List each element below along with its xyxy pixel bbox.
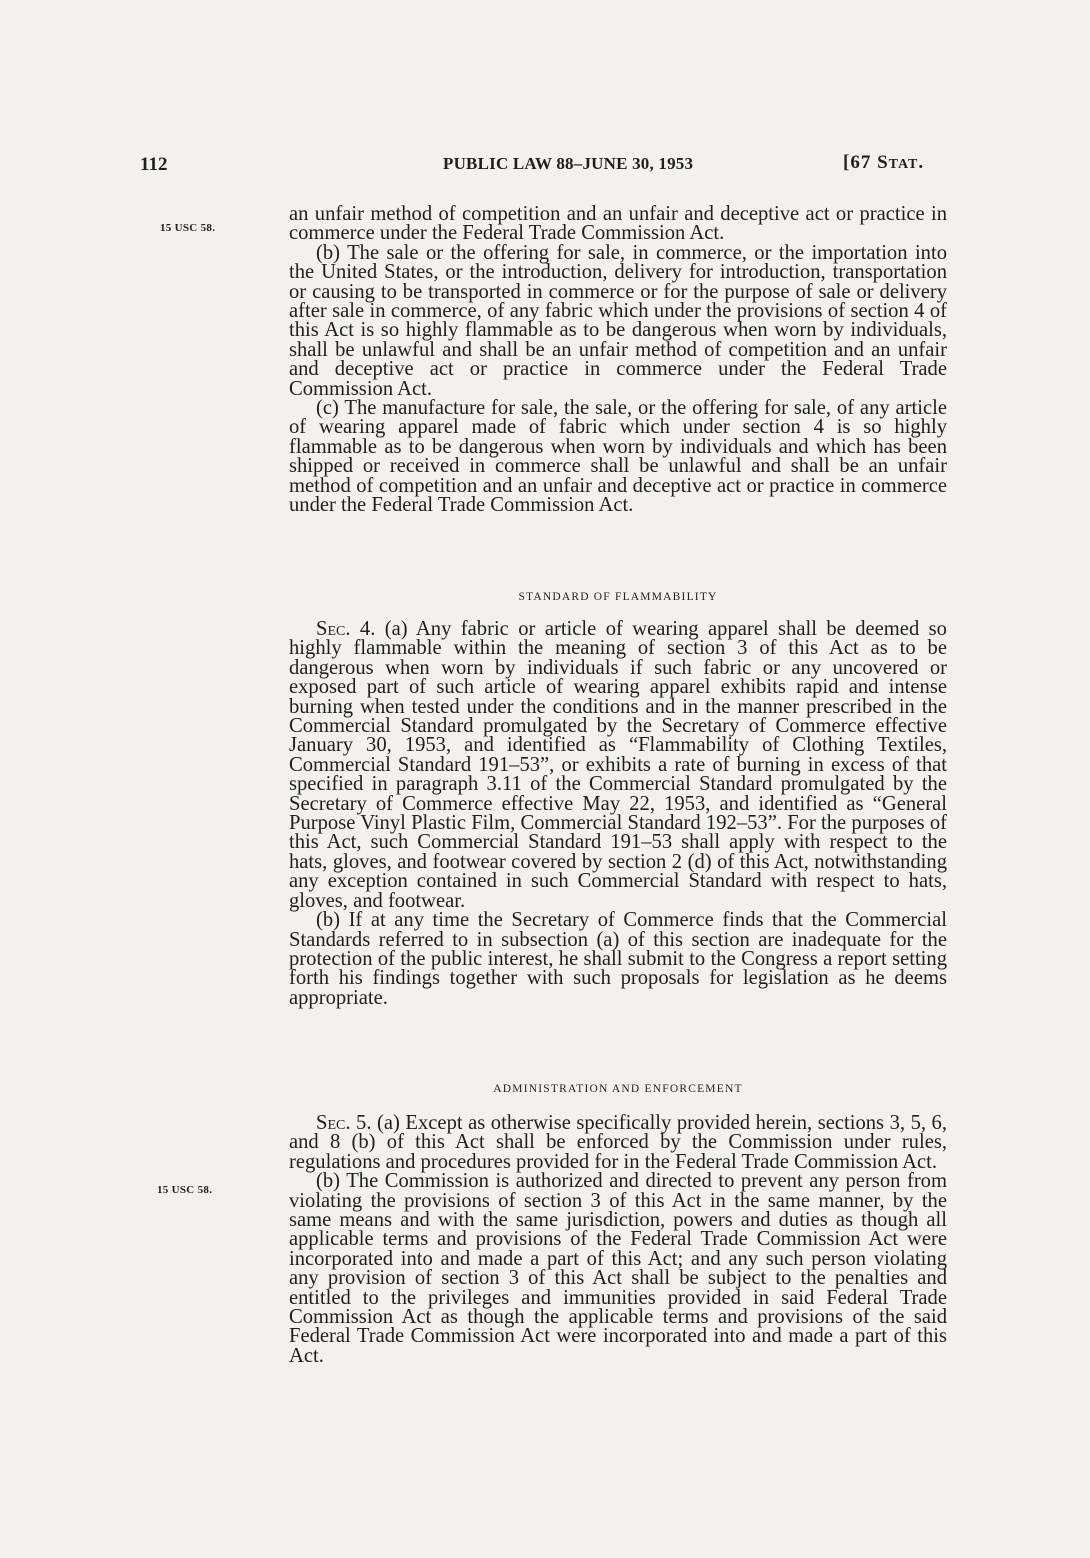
page-number: 112 (140, 154, 168, 175)
paragraph (289, 1114, 947, 1172)
section-label: Sec. 5. (316, 1112, 372, 1134)
paragraph: (b) The Commission is authorized and directed to prevent any person from violating the provisions of section 3 of this Act in the same manner, by the same means and with the same jurisdiction, powers and duties as though all applicable terms and provisions of the Federal Trade Commission Act were incorporated into and made a part of this Act; and any such person violating any provision of section 3 of this Act shall be subject to the penalties and entitled to the privileges and immunities provided in said Federal Trade Commission Act as though the applicable terms and provisions of the said Federal Trade Commission Act were incorporated into and made a part of this Act. (289, 1170, 947, 1367)
paragraph-text: (a) Any fabric or article of wearing apparel shall be deemed so highly flammable within the meaning of section 3 of this Act as to be dangerous when worn by individuals if such fabric or any uncovered or exposed part of such article of wearing apparel exhibits rapid and intense burning when tested under the conditions and in the manner prescribed in the Commercial Standard promulgated by the Secretary of Commerce effective January 30, 1953, and identified as “Flammability of Clothing Textiles, Commercial Standard 191–53”, or exhibits a rate of burning in excess of that specified in paragraph 3.11 of the Commercial Standard promulgated by the Secretary of Commerce effective May 22, 1953, and identified as “General Purpose Vinyl Plastic Film, Commercial Standard 192–53”. For the purposes of this Act, such Commercial Standard 191–53 shall apply with respect to the hats, gloves, and footwear covered by section 2 (d) of this Act, notwithstanding any exception contained in such Commercial Standard with respect to hats, gloves, and footwear. (289, 618, 947, 912)
paragraph: (c) The manufacture for sale, the sale, or the offering for sale, of any article of wearing apparel made of fabric which under section 4 is so highly flammable as to be dangerous when worn by individuals and which has been shipped or received in commerce shall be unlawful and shall be an unfair method of competition and an unfair and deceptive act or practice in commerce under the Federal Trade Commission Act. (289, 397, 947, 517)
margin-note-bottom: 15 USC 58. (157, 1184, 213, 1196)
paragraph: an unfair method of competition and an unfair and deceptive act or practice in commerce under the Federal Trade Commission Act. (289, 203, 947, 245)
section-label: Sec. 4. (316, 618, 376, 640)
margin-note-top: 15 USC 58. (160, 222, 216, 234)
section-3-continuation (289, 205, 947, 516)
section-heading-administration: ADMINISTRATION AND ENFORCEMENT (493, 1083, 743, 1095)
paragraph-text: (a) Except as otherwise specifically provided herein, sections 3, 5, 6, and 8 (b) of this Act shall be enforced by the Commission under rules, regulations and procedures provided for in the Federal Trade Commission Act. (289, 1112, 947, 1173)
section-4 (289, 620, 947, 1008)
statute-citation-period: . (918, 152, 925, 173)
running-head: PUBLIC LAW 88–JUNE 30, 1953 (443, 154, 694, 173)
section-5 (289, 1114, 947, 1366)
paragraph (289, 620, 947, 911)
section-heading-flammability: STANDARD OF FLAMMABILITY (518, 591, 718, 603)
paragraph: (b) The sale or the offering for sale, in commerce, or the importation into the United States, or the introduction, delivery for introduction, transportation or causing to be transported in commerce or for the purpose of sale or delivery after sale in commerce, of any fabric which under the provisions of section 4 of this Act is so highly flammable as to be dangerous when worn by individuals, shall be unlawful and shall be an unfair method of competition and an unfair and deceptive act or practice in commerce under the Federal Trade Commission Act. (289, 241, 947, 400)
statute-citation-main: [67 S (843, 152, 889, 173)
statute-citation-small: TAT (888, 157, 919, 172)
statute-citation (843, 152, 924, 174)
paragraph: (b) If at any time the Secretary of Commerce finds that the Commercial Standards referred to in subsection (a) of this section are inadequate for the protection of the public interest, he shall submit to the Congress a report setting forth his findings together with such proposals for legislation as he deems appropriate. (289, 909, 947, 1009)
